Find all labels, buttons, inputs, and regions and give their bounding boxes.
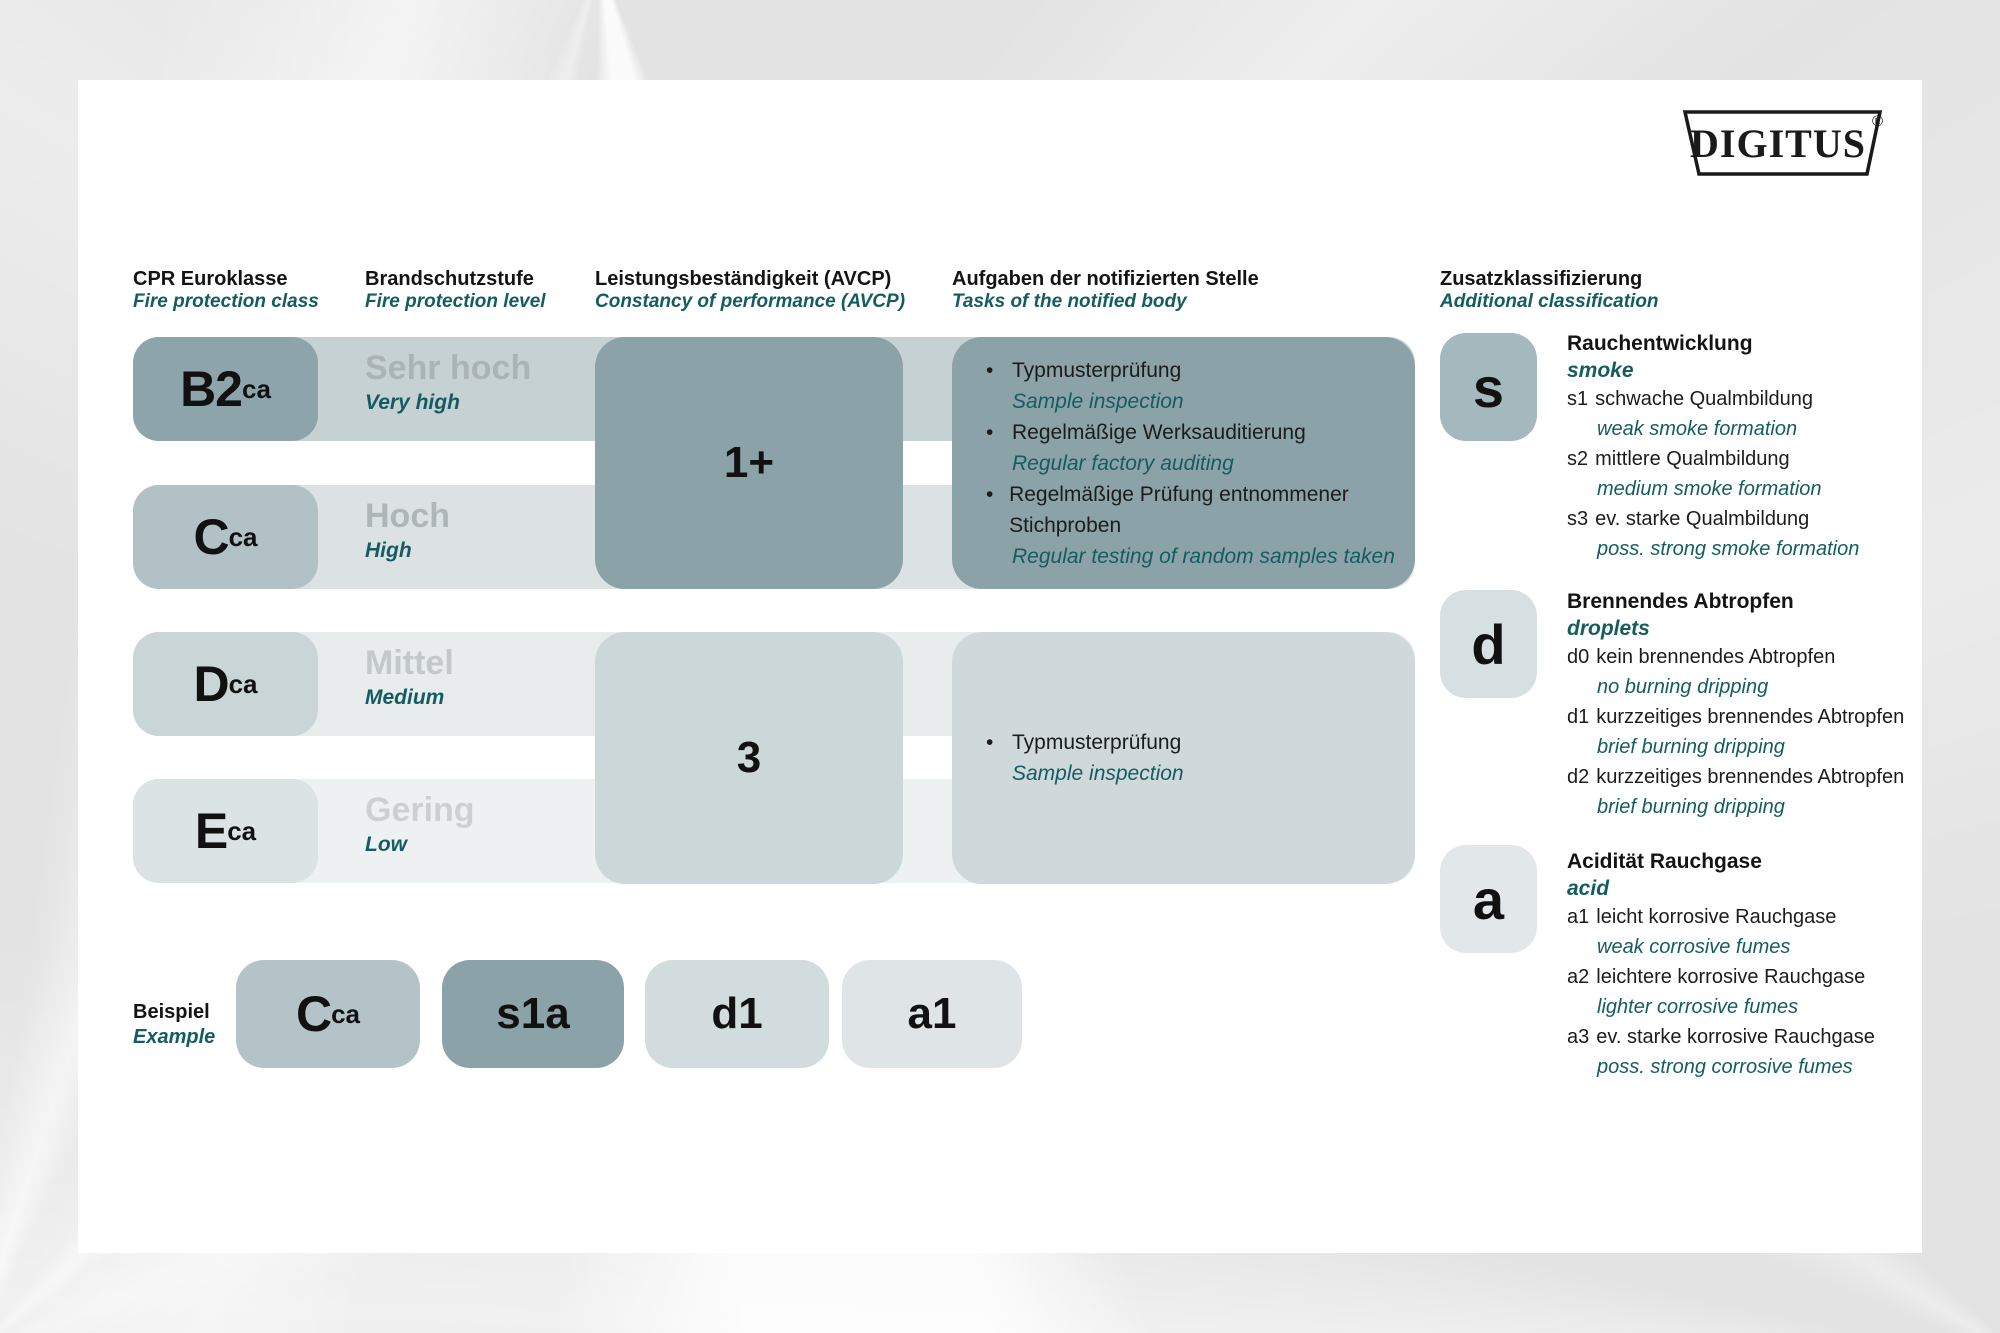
header-protection-level-en: Fire protection level [365, 291, 546, 312]
task-de: Typmusterprüfung [1012, 731, 1182, 754]
side-item-de: leicht korrosive Rauchgase [1596, 906, 1837, 928]
class-badge-eca-sub: ca [227, 816, 257, 846]
side-item-code: s3 [1567, 508, 1589, 530]
side-item-de: mittlere Qualmbildung [1595, 448, 1790, 470]
side-item [1567, 962, 1949, 1022]
header-euroclass-en: Fire protection class [133, 291, 319, 312]
side-item [1567, 504, 1949, 564]
example-badge-a1-text: a1 [907, 989, 957, 1038]
header-protection-level-de: Brandschutzstufe [365, 268, 534, 290]
class-badge-dca-sub: ca [228, 669, 258, 699]
side-item-code: s2 [1567, 448, 1589, 470]
side-item-de: schwache Qualmbildung [1595, 388, 1814, 410]
level-low-en: Low [365, 833, 407, 856]
side-badge-acid-letter: a [1472, 867, 1505, 931]
side-section-smoke [1567, 330, 1949, 564]
example-label-en: Example [133, 1026, 216, 1048]
avcp-box-1plus [595, 337, 903, 589]
task-de: Typmusterprüfung [1012, 358, 1182, 382]
level-medium-de: Mittel [365, 644, 454, 682]
side-item-de: kein brennendes Abtropfen [1596, 646, 1836, 668]
column-header-euroclass [133, 268, 319, 313]
level-medium-en: Medium [365, 686, 445, 709]
task-en: Sample inspection [1012, 389, 1184, 413]
smoke-title-en: smoke [1567, 359, 1634, 382]
task-en: Regular factory auditing [1012, 451, 1234, 475]
example-badge-d1-text: d1 [711, 989, 763, 1038]
side-item-code: d2 [1567, 766, 1590, 788]
side-section-acid [1567, 848, 1949, 1082]
task-item [986, 727, 1415, 789]
column-header-notified-body [952, 268, 1259, 313]
logo-text: DIGITUS [1690, 121, 1866, 166]
level-label-very-high [365, 350, 531, 416]
side-item-en: poss. strong smoke formation [1597, 538, 1860, 560]
side-badge-smoke-letter: s [1472, 355, 1505, 419]
column-header-additional [1440, 268, 1659, 313]
side-item-de: kurzzeitiges brennendes Abtropfen [1596, 766, 1905, 788]
side-item [1567, 702, 1949, 762]
example-badge-s1a [442, 960, 624, 1068]
column-header-avcp [595, 268, 905, 313]
example-label-de: Beispiel [133, 1001, 210, 1023]
example-badge-cca-code: C [295, 986, 332, 1042]
side-item-de: ev. starke korrosive Rauchgase [1596, 1026, 1875, 1048]
tasks-box-avcp-1plus [952, 337, 1415, 589]
acid-title-de: Acidität Rauchgase [1567, 850, 1762, 873]
side-item-code: a2 [1567, 966, 1590, 988]
avcp-value-1plus: 1+ [723, 438, 775, 487]
task-item [986, 355, 1415, 417]
side-item-en: brief burning dripping [1597, 736, 1785, 758]
side-item-code: a1 [1567, 906, 1590, 928]
header-additional-de: Zusatzklassifizierung [1440, 268, 1643, 290]
digitus-logo [1679, 108, 1891, 178]
class-badge-cca-sub: ca [228, 522, 258, 552]
task-item [986, 417, 1415, 479]
class-badge-dca [133, 632, 318, 736]
content-card [78, 80, 1922, 1253]
task-item [986, 479, 1415, 572]
side-item [1567, 444, 1949, 504]
header-additional-en: Additional classification [1440, 291, 1659, 312]
level-label-high [365, 498, 450, 564]
header-euroclass-de: CPR Euroklasse [133, 268, 288, 290]
level-high-en: High [365, 539, 412, 562]
level-high-de: Hoch [365, 497, 450, 535]
acid-title-en: acid [1567, 877, 1610, 900]
level-label-medium [365, 645, 454, 711]
side-item [1567, 1022, 1949, 1082]
header-avcp-de: Leistungsbeständigkeit (AVCP) [595, 268, 892, 290]
level-very-high-de: Sehr hoch [365, 349, 532, 387]
class-badge-eca-code: E [194, 803, 228, 859]
task-de: Regelmäßige Werksauditierung [1012, 420, 1306, 444]
bullet-icon: • [986, 482, 994, 506]
side-badge-droplets-letter: d [1471, 612, 1506, 676]
class-badge-b2ca [133, 337, 318, 441]
avcp-value-3: 3 [736, 733, 762, 782]
side-item-de: leichtere korrosive Rauchgase [1596, 966, 1866, 988]
droplets-title-de: Brennendes Abtropfen [1567, 590, 1794, 613]
task-de: Regelmäßige Prüfung entnommener Stichproben [1009, 482, 1349, 537]
level-low-de: Gering [365, 791, 475, 829]
logo-registered-mark: ® [1872, 113, 1884, 130]
side-badge-acid [1440, 845, 1537, 953]
side-item-de: ev. starke Qualmbildung [1595, 508, 1810, 530]
class-badge-cca-code: C [193, 509, 229, 565]
example-badge-cca [236, 960, 420, 1068]
level-label-low [365, 792, 475, 858]
side-item [1567, 384, 1949, 444]
example-badge-cca-sub: ca [331, 999, 361, 1029]
side-item-en: poss. strong corrosive fumes [1597, 1056, 1853, 1078]
side-item-code: a3 [1567, 1026, 1590, 1048]
tasks-box-avcp-3 [952, 632, 1415, 884]
side-item-code: s1 [1567, 388, 1589, 410]
side-item-en: weak smoke formation [1597, 418, 1798, 440]
smoke-title-de: Rauchentwicklung [1567, 332, 1753, 355]
side-item-code: d1 [1567, 706, 1590, 728]
task-en: Regular testing of random samples taken [1012, 544, 1395, 568]
header-notified-body-de: Aufgaben der notifizierten Stelle [952, 268, 1259, 290]
side-item [1567, 762, 1949, 822]
side-badge-smoke [1440, 333, 1537, 441]
side-badge-droplets [1440, 590, 1537, 698]
example-badge-s1a-text: s1a [496, 989, 570, 1038]
side-item-en: medium smoke formation [1597, 478, 1822, 500]
side-item-code: d0 [1567, 646, 1590, 668]
example-badge-d1 [645, 960, 829, 1068]
class-badge-eca [133, 779, 318, 883]
side-item-de: kurzzeitiges brennendes Abtropfen [1596, 706, 1905, 728]
example-badge-a1 [842, 960, 1022, 1068]
class-badge-b2ca-sub: ca [242, 374, 271, 404]
side-item-en: brief burning dripping [1597, 796, 1785, 818]
example-label [133, 1000, 215, 1050]
header-notified-body-en: Tasks of the notified body [952, 291, 1187, 312]
side-item-en: lighter corrosive fumes [1597, 996, 1799, 1018]
task-en: Sample inspection [1012, 762, 1184, 785]
header-avcp-en: Constancy of performance (AVCP) [595, 291, 906, 312]
bullet-icon: • [986, 420, 994, 444]
side-section-droplets [1567, 588, 1949, 822]
class-badge-dca-code: D [193, 656, 229, 712]
side-item [1567, 902, 1949, 962]
droplets-title-en: droplets [1567, 617, 1650, 640]
side-item [1567, 642, 1949, 702]
level-very-high-en: Very high [365, 391, 460, 414]
class-badge-b2ca-code: B2 [180, 361, 242, 417]
column-header-protection-level [365, 268, 546, 313]
avcp-box-3 [595, 632, 903, 884]
class-badge-cca [133, 485, 318, 589]
side-item-en: weak corrosive fumes [1597, 936, 1791, 958]
side-item-en: no burning dripping [1597, 676, 1769, 698]
bullet-icon: • [986, 731, 994, 754]
bullet-icon: • [986, 358, 994, 382]
